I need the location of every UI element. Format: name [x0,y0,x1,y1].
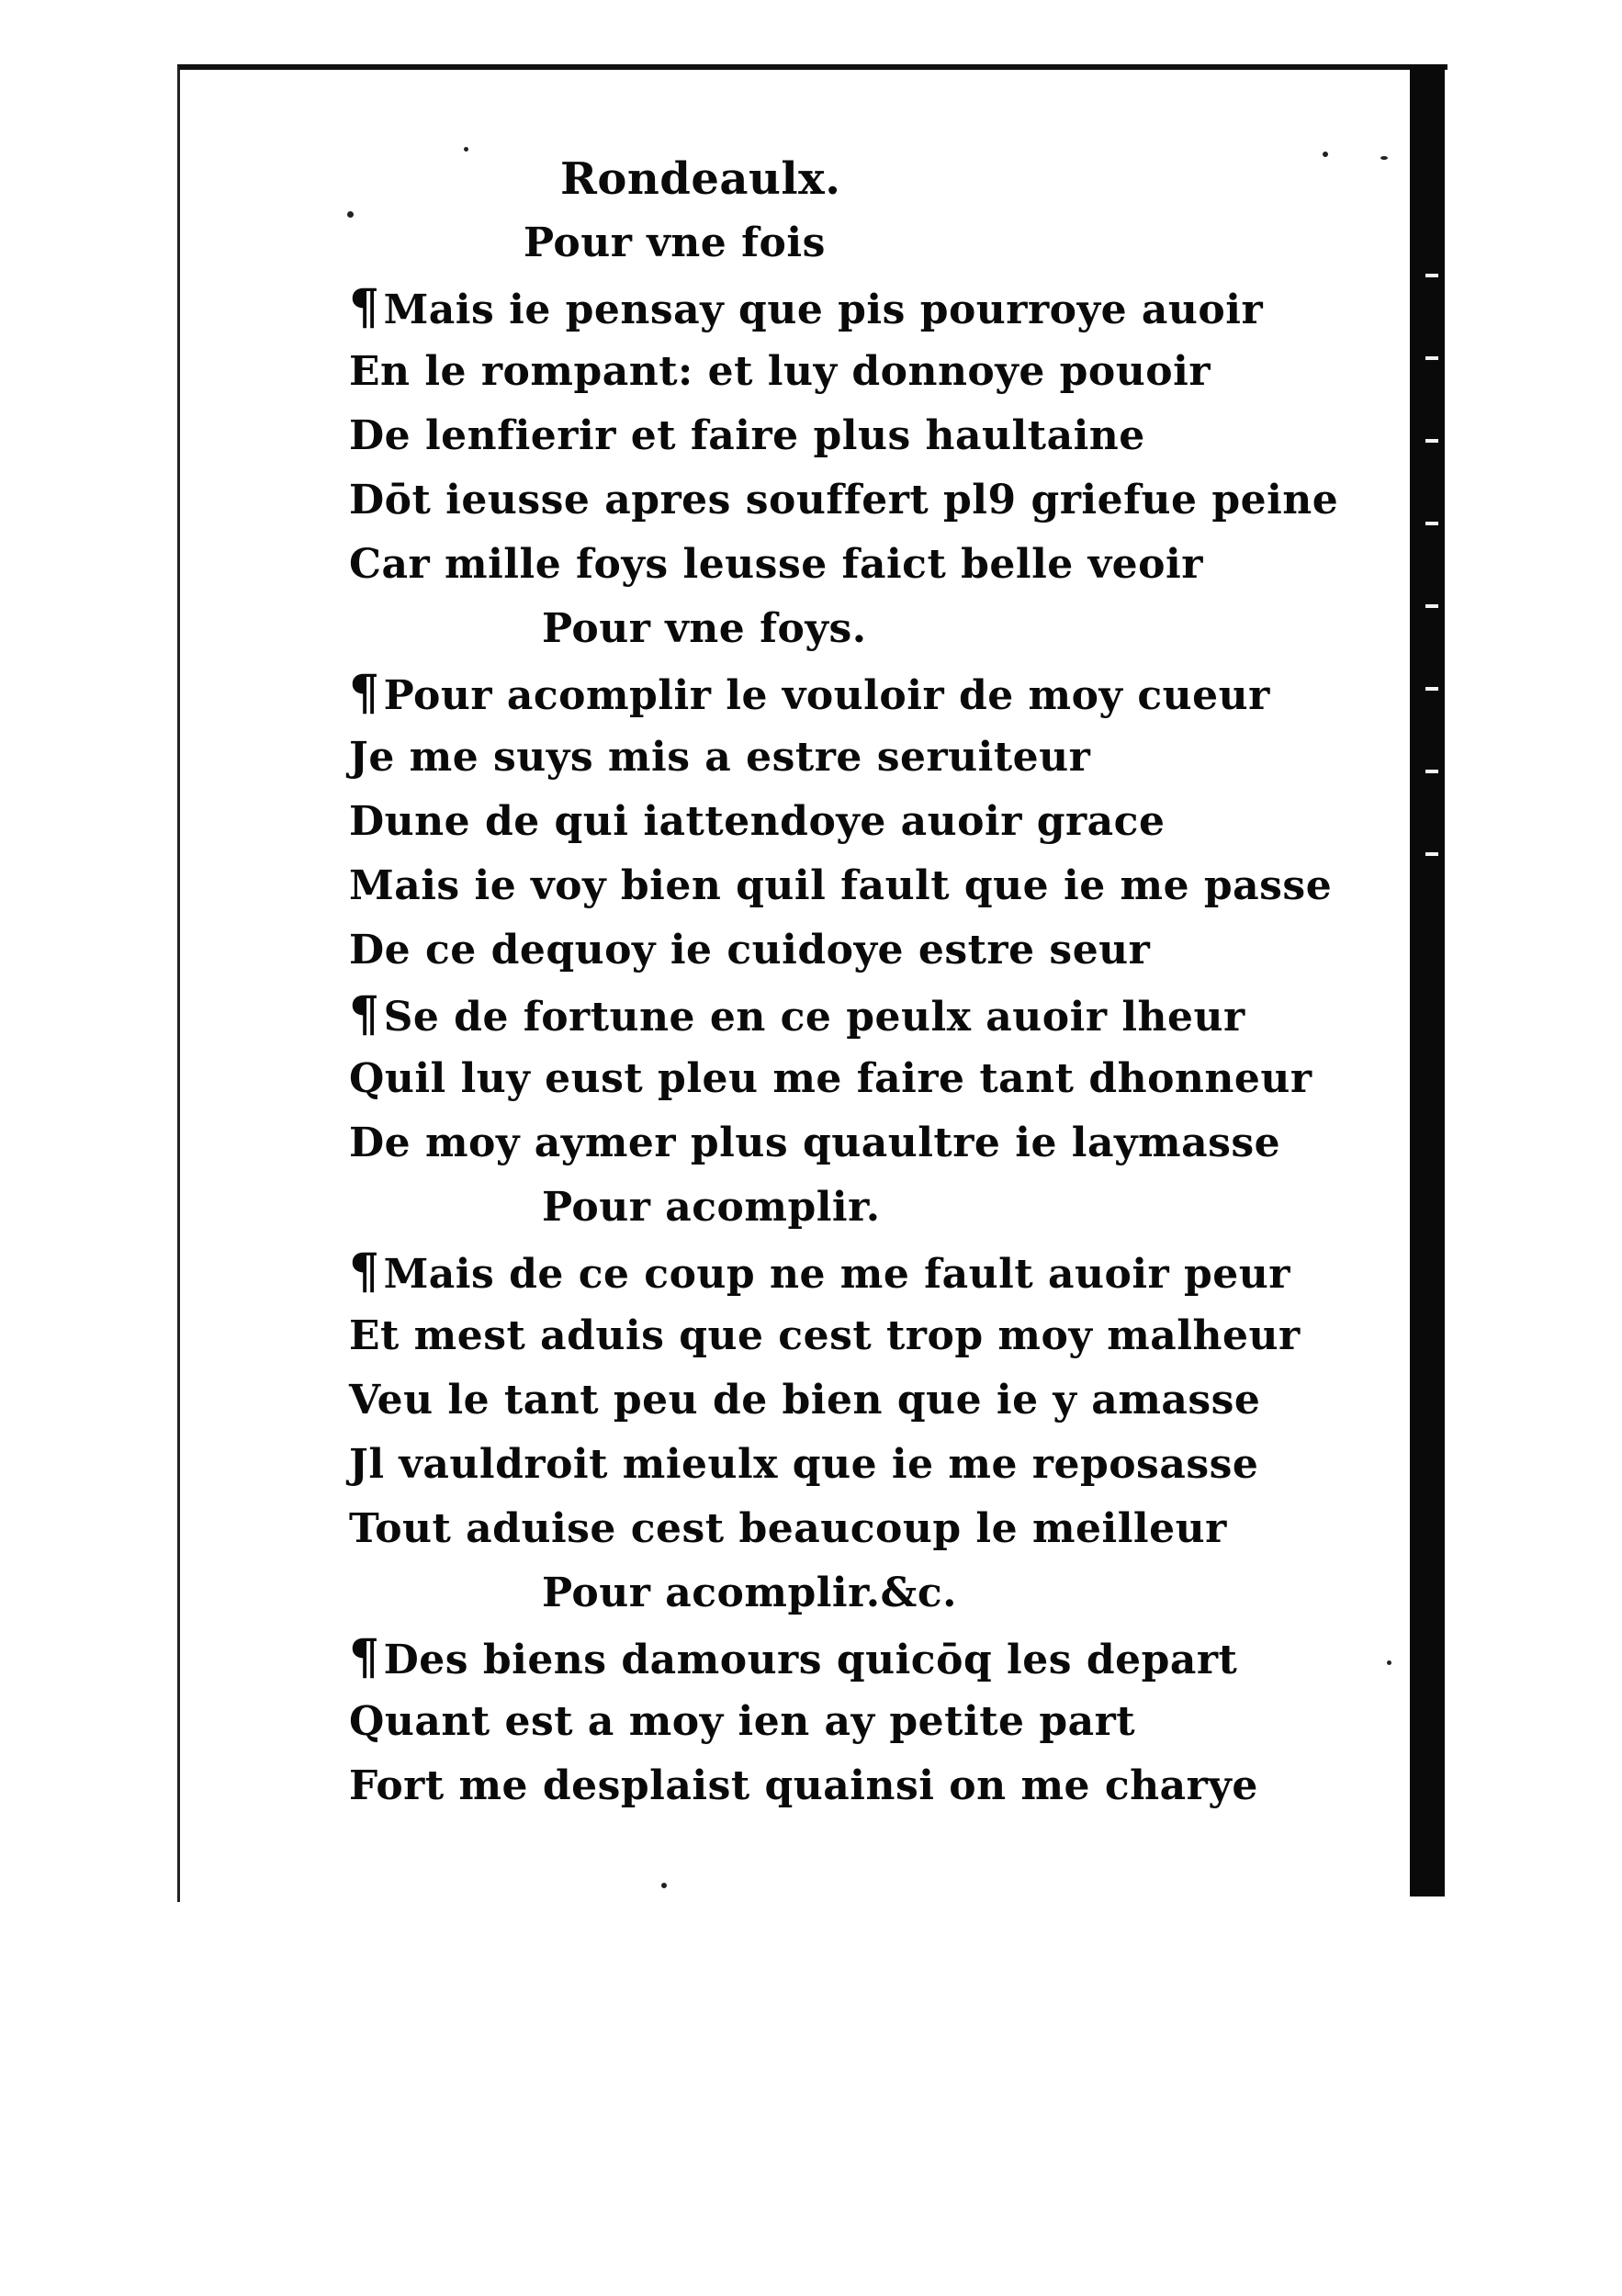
line-text: Fort me desplaist quainsi on me charye [349,1762,1258,1809]
poem-line [349,1690,1405,1754]
ink-speck [661,1883,667,1888]
poem-line [349,468,1405,533]
line-text: Pour vne foys. [542,605,867,652]
line-text: Veu le tant peu de bien que ie y amasse [349,1377,1261,1424]
line-text: En le rompant: et luy donnoye pouoir [349,348,1211,395]
poem-line [349,1754,1405,1818]
poem-line [349,918,1405,983]
pilcrow-mark: ¶ [349,1629,380,1685]
line-text: Tout aduise cest beaucoup le meilleur [349,1505,1227,1552]
poem-line [349,854,1405,918]
line-text: De ce dequoy ie cuidoye estre seur [349,927,1151,974]
pilcrow-mark: ¶ [349,1244,380,1300]
line-text: Quant est a moy ien ay petite part [349,1698,1136,1745]
line-text: De moy aymer plus quaultre ie laymasse [349,1120,1281,1166]
line-text: Dune de qui iattendoye auoir grace [349,798,1166,845]
line-text: Pour acomplir le vouloir de moy cueur [383,672,1270,719]
poem-line [349,790,1405,854]
line-text: Mais ie pensay que pis pourroye auoir [383,287,1264,333]
poem-line [349,533,1405,597]
poem-text-block [349,147,1405,1818]
poem-line [349,1047,1405,1111]
line-text: Quil luy eust pleu me faire tant dhonneur [349,1055,1312,1102]
poem-line [349,404,1405,468]
poem-line [349,276,1405,340]
refrain-line [349,211,1405,276]
line-text: Dōt ieusse apres souffert pl9 griefue peine [349,477,1339,523]
line-text: Se de fortune en ce peulx auoir lheur [383,994,1245,1041]
line-text: Pour vne fois [524,219,826,266]
refrain-line [349,1176,1405,1240]
pilcrow-mark: ¶ [349,279,380,335]
page-spine-edge [1425,239,1438,900]
poem-line [349,1433,1405,1497]
pilcrow-mark: ¶ [349,986,380,1042]
poem-line [349,1304,1405,1368]
refrain-line [349,597,1405,661]
poem-line [349,983,1405,1047]
poem-line [349,726,1405,790]
line-text: De lenfierir et faire plus haultaine [349,412,1145,459]
line-text: Pour acomplir. [542,1184,881,1231]
poem-line [349,1111,1405,1176]
poem-line [349,1240,1405,1304]
line-text: Pour acomplir.&c. [542,1570,957,1616]
poem-line [349,340,1405,404]
line-text: Mais ie voy bien quil fault que ie me passe [349,862,1333,909]
line-text: Je me suys mis a estre seruiteur [349,734,1091,781]
poem-line [349,1368,1405,1433]
pilcrow-mark: ¶ [349,665,380,721]
poem-line [349,1626,1405,1690]
poem-line [349,1497,1405,1561]
line-text: Car mille foys leusse faict belle veoir [349,541,1203,588]
poem-heading: Rondeaulx. [560,153,841,205]
line-text: Jl vauldroit mieulx que ie me reposasse [349,1441,1259,1488]
line-text: Des biens damours quicōq les depart [383,1637,1238,1683]
line-text: Mais de ce coup ne me fault auoir peur [383,1251,1290,1298]
poem-line [349,661,1405,726]
poem-lines [349,211,1405,1818]
refrain-line [349,1561,1405,1626]
line-text: Et mest aduis que cest trop moy malheur [349,1312,1301,1359]
